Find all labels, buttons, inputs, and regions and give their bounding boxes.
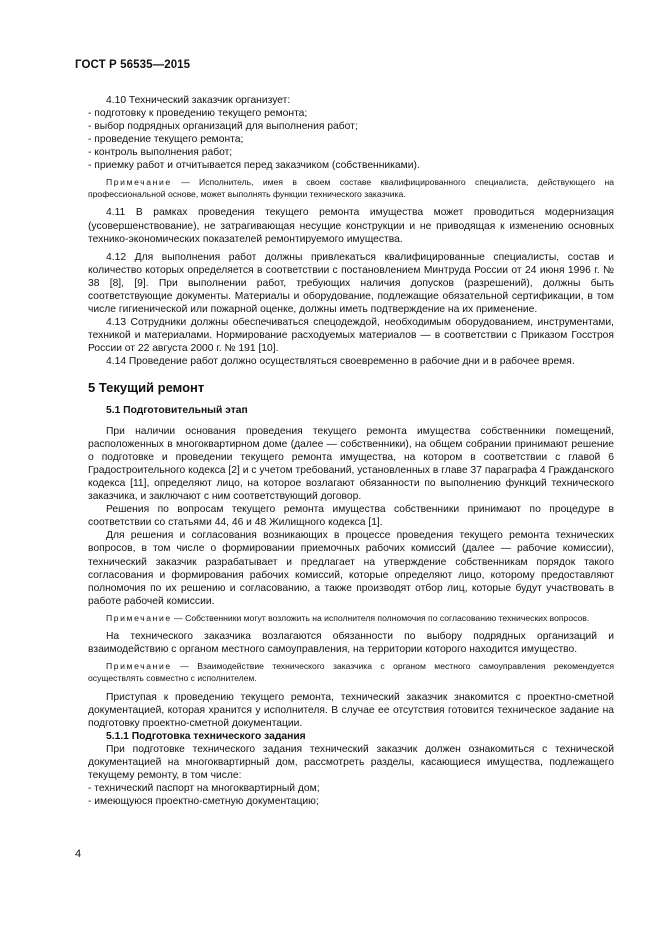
paragraph: Приступая к проведению текущего ремонта, технический заказчик знакомится с проектно-сметной документацией, которая хранится у исполнителя. В случае ее отсутствия готовится техническое задание на подготовку проектно-сметной документации.	[88, 691, 614, 729]
paragraph: На технического заказчика возлагаются обязанности по выбору подрядных организаций и взаимодействию с органом местного самоуправления, на территории которого находится имущество.	[88, 631, 614, 656]
subsection-5-1-1-title: 5.1.1 Подготовка технического задания	[106, 730, 306, 742]
paragraph: При подготовке технического задания технический заказчик должен ознакомиться с технической документацией на многоквартирный дом, рассмотреть разделы, касающиеся имущества, подлежащего текущему ремонту, в том числе:	[88, 743, 614, 781]
list-item: - имеющуюся проектно-сметную документацию;	[88, 795, 319, 807]
note-label: Примечание	[106, 177, 172, 188]
page-body	[88, 94, 614, 808]
list-item: - приемку работ и отчитывается перед заказчиком (собственниками).	[88, 160, 420, 172]
clause-4-13: 4.13 Сотрудники должны обеспечиваться спецодеждой, необходимым оборудованием, инструментами, техникой и материалами. Нормирование расходуемых материалов — в соответствии с Приказом Госстроя России от 22 августа 2000 г. № 191 [10].	[88, 316, 614, 354]
clause-4-11: 4.11 В рамках проведения текущего ремонта имущества может проводиться модернизация (усовершенствование), не затрагивающая несущие конструкции и не приводящая к изменению основных технико-экономических показателей ремонтируемого имущества.	[88, 207, 614, 245]
list-item: - технический паспорт на многоквартирный дом;	[88, 782, 320, 794]
clause-4-14: 4.14 Проведение работ должно осуществляться своевременно в рабочие дни и в рабочее время.	[106, 355, 575, 367]
paragraph: Решения по вопросам текущего ремонта имущества собственники принимают по процедуре в соответствии со статьями 44, 46 и 48 Жилищного кодекса [1].	[88, 504, 614, 529]
clause-4-10-intro: 4.10 Технический заказчик организует:	[106, 95, 291, 106]
note-text: — Взаимодействие технического заказчика с органом местного самоуправления рекомендуется осуществлять совместно с исполнителем.	[88, 661, 614, 683]
list-item: - подготовку к проведению текущего ремонта;	[88, 108, 308, 120]
standard-header: ГОСТ Р 56535—2015	[75, 59, 191, 71]
note-5-1-b	[88, 661, 614, 684]
clause-4-12: 4.12 Для выполнения работ должны привлекаться квалифицированные специалисты, состав и количество которых определяется в соответствии с постановлением Минтруда России от 24 июня 1996 г. № 38 [8], [9]. При выполнении работ, требующих наличия допусков (разрешений), должны быть соответствующие документы. Материалы и оборудование, подлежащие обязательной сертификации, в том числе гигиенической или пожарной оценке, должны иметь подтверждение на их применение.	[88, 251, 614, 315]
note-label: Примечание	[106, 612, 172, 623]
list-item: - контроль выполнения работ;	[88, 147, 233, 159]
note-label: Примечание	[106, 661, 172, 672]
subsection-5-1-title: 5.1 Подготовительный этап	[106, 405, 248, 417]
list-item: - проведение текущего ремонта;	[88, 134, 244, 146]
note-5-1-a	[88, 613, 614, 625]
note-text: — Собственники могут возложить на исполнителя полномочия по согласованию технических вопросов.	[171, 612, 590, 623]
list-item: - выбор подрядных организаций для выполнения работ;	[88, 121, 358, 133]
paragraph: Для решения и согласования возникающих в процессе проведения текущего ремонта технических вопросов, в том числе о формировании приемочных рабочих комиссий (далее — рабочие комиссии), технический заказчик разрабатывает и предлагает на утверждение собственникам порядок такого согласования и формирования рабочих комиссий, которые определяют лицо, которому предоставляют полномочия по их решению и согласованию, а также производят отбор лиц, которые будут участвовать в работе рабочей комиссии.	[88, 530, 614, 607]
page-number: 4	[75, 848, 82, 860]
paragraph: При наличии основания проведения текущего ремонта имущества собственники помещений, расположенных в многоквартирном доме (далее — собственники), на общем собрании принимают решение о подготовке и проведении текущего ремонта имущества, на котором в соответствии с главой 6 Градостроительного кодекса [2] и с учетом требований, установленных в главе 37 параграфа 4 Гражданского кодекса [11], определяют лицо, на которое возлагают обязанности по выполнению функций технического заказчика, и заключают с ним соответствующий договор.	[88, 426, 614, 503]
note-text: — Исполнитель, имея в своем составе квалифицированного специалиста, действующего на профессиональной основе, может выполнять функции технического заказчика.	[88, 177, 614, 199]
note-4-10	[88, 177, 614, 200]
section-5-title: 5 Текущий ремонт	[88, 380, 205, 396]
